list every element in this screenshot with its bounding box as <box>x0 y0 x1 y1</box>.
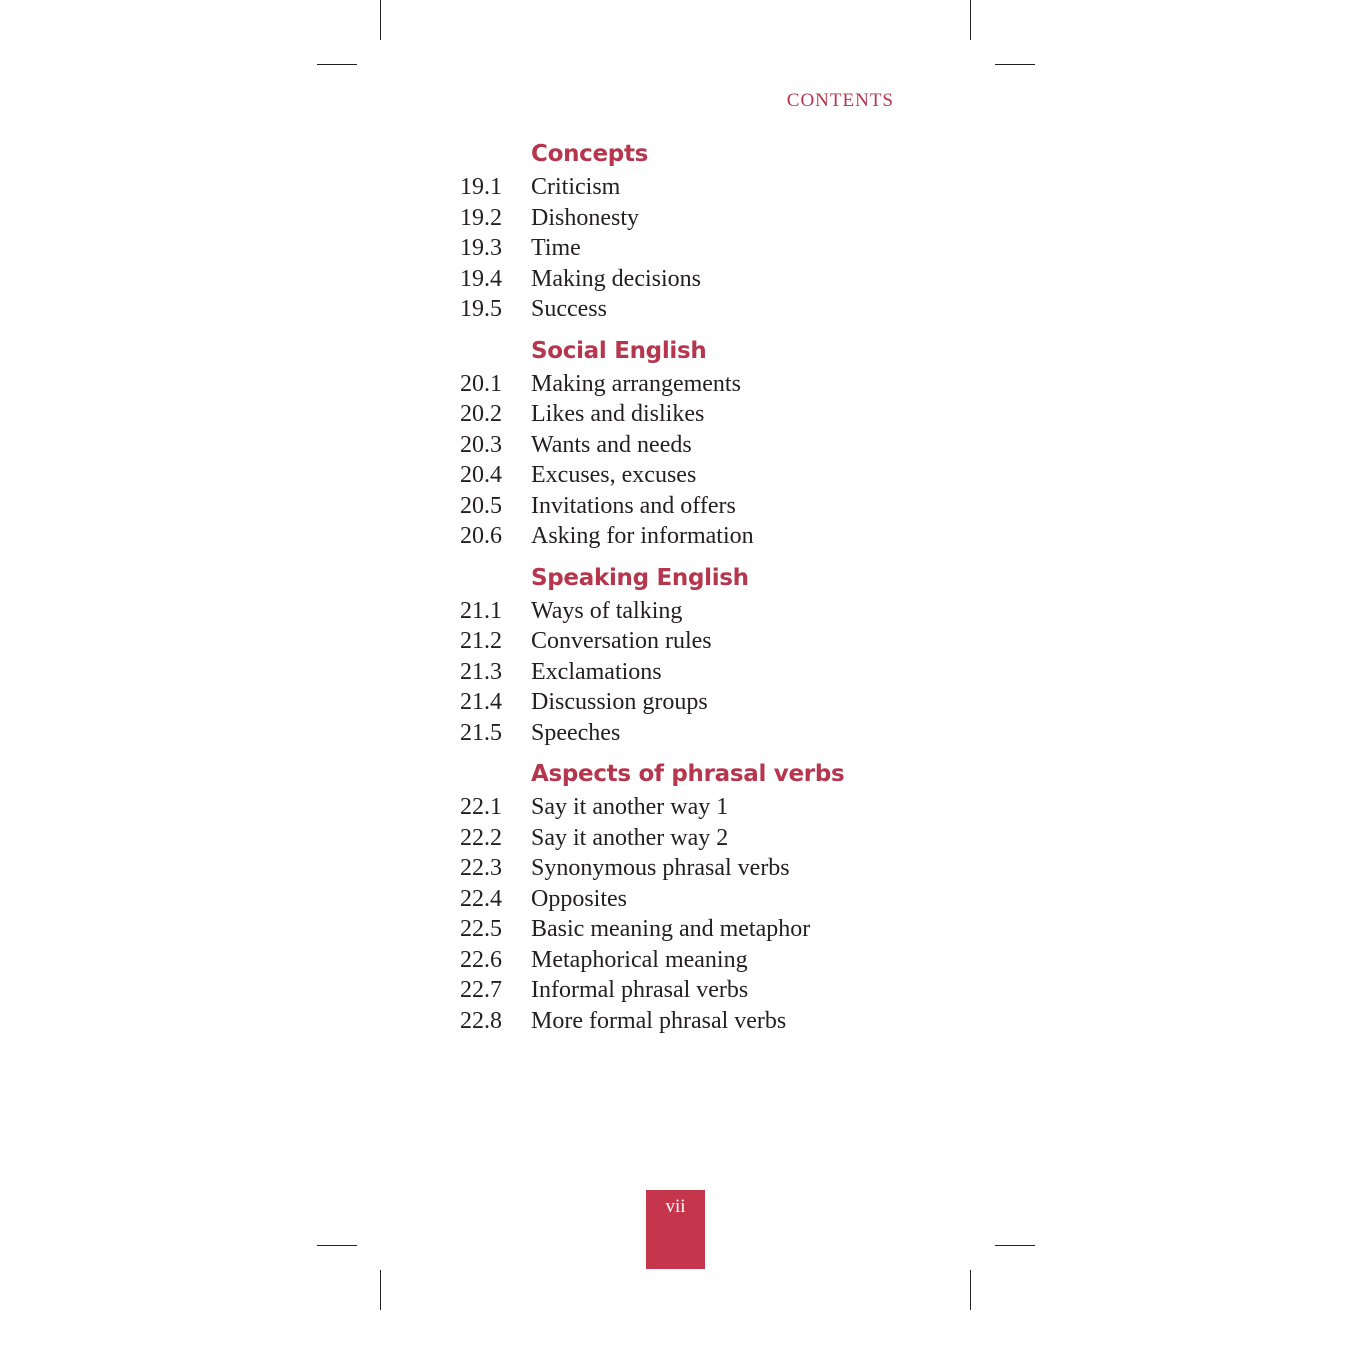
crop-mark-bottom-left-vertical <box>380 1270 381 1310</box>
entry-number: 20.6 <box>460 523 502 549</box>
toc-entry <box>460 657 940 688</box>
toc-entry <box>460 491 940 522</box>
toc-section <box>460 333 940 552</box>
entry-title: Success <box>531 296 607 322</box>
running-head: CONTENTS <box>786 90 894 111</box>
entry-number: 19.4 <box>460 265 502 292</box>
entry-title: Exclamations <box>531 658 662 685</box>
entry-number: 22.8 <box>460 1007 502 1034</box>
crop-mark-top-left-vertical <box>380 0 381 40</box>
toc-entry <box>460 626 940 657</box>
toc-entry <box>460 687 940 718</box>
entry-number: 22.5 <box>460 916 502 942</box>
entry-number: 20.5 <box>460 492 502 519</box>
entry-title: Asking for information <box>531 523 754 549</box>
entry-title: Say it another way 1 <box>531 794 729 820</box>
toc-entry <box>460 945 940 976</box>
toc-entry <box>460 430 940 461</box>
toc-entry <box>460 718 940 749</box>
entry-title: Invitations and offers <box>531 492 736 519</box>
page-number: vii <box>646 1190 705 1269</box>
crop-mark-bottom-left-horizontal <box>317 1245 357 1246</box>
entry-title: Criticism <box>531 174 621 200</box>
toc-entry <box>460 853 940 884</box>
entry-number: 19.5 <box>460 296 502 322</box>
toc-entry <box>460 884 940 915</box>
crop-mark-bottom-right-horizontal <box>995 1245 1035 1246</box>
crop-mark-top-left-horizontal <box>317 64 357 65</box>
entry-number: 20.2 <box>460 401 502 427</box>
entry-title: Say it another way 2 <box>531 824 729 851</box>
toc-section <box>460 756 940 1036</box>
entry-title: Dishonesty <box>531 204 639 231</box>
toc-entry <box>460 294 940 325</box>
entry-number: 19.3 <box>460 235 502 261</box>
entry-number: 22.6 <box>460 946 502 973</box>
entry-title: Opposites <box>531 885 627 912</box>
crop-mark-top-right-horizontal <box>995 64 1035 65</box>
entry-title: Excuses, excuses <box>531 462 697 488</box>
entry-title: Metaphorical meaning <box>531 946 748 973</box>
entry-title: Wants and needs <box>531 431 692 458</box>
entry-title: Making decisions <box>531 265 701 292</box>
entry-number: 22.3 <box>460 855 502 881</box>
entry-title: Making arrangements <box>531 370 741 397</box>
entry-title: Conversation rules <box>531 628 712 654</box>
toc-entry <box>460 792 940 823</box>
entry-title: Synonymous phrasal verbs <box>531 855 790 881</box>
toc-entry <box>460 172 940 203</box>
toc-entry <box>460 203 940 234</box>
entry-title: Discussion groups <box>531 689 708 715</box>
entry-number: 21.2 <box>460 628 502 654</box>
toc-entry <box>460 914 940 945</box>
entry-number: 20.3 <box>460 431 502 458</box>
entry-number: 21.3 <box>460 658 502 685</box>
entry-number: 22.1 <box>460 794 502 820</box>
toc-section <box>460 560 940 749</box>
entry-title: Informal phrasal verbs <box>531 977 749 1003</box>
crop-mark-top-right-vertical <box>970 0 971 40</box>
toc-entry <box>460 399 940 430</box>
entry-number: 21.1 <box>460 597 502 624</box>
entry-number: 19.2 <box>460 204 502 231</box>
entry-number: 21.5 <box>460 719 502 746</box>
entry-number: 20.1 <box>460 370 502 397</box>
toc-section <box>460 136 940 325</box>
entry-number: 20.4 <box>460 462 502 488</box>
entry-number: 21.4 <box>460 689 502 715</box>
section-heading: Aspects of phrasal verbs <box>531 761 845 787</box>
toc-entry <box>460 975 940 1006</box>
toc-entry <box>460 823 940 854</box>
entry-title: Ways of talking <box>531 597 683 624</box>
table-of-contents <box>460 136 940 1036</box>
entry-number: 22.7 <box>460 977 502 1003</box>
entry-number: 22.2 <box>460 824 502 851</box>
toc-entry <box>460 521 940 552</box>
toc-entry <box>460 596 940 627</box>
toc-entry <box>460 264 940 295</box>
toc-entry <box>460 1006 940 1037</box>
section-heading: Speaking English <box>531 564 749 591</box>
toc-entry <box>460 233 940 264</box>
entry-title: Speeches <box>531 719 621 746</box>
crop-mark-bottom-right-vertical <box>970 1270 971 1310</box>
entry-title: More formal phrasal verbs <box>531 1007 787 1034</box>
section-heading: Social English <box>531 337 707 364</box>
toc-entry <box>460 460 940 491</box>
entry-number: 19.1 <box>460 174 502 200</box>
entry-title: Time <box>531 235 581 261</box>
toc-entry <box>460 369 940 400</box>
entry-number: 22.4 <box>460 885 502 912</box>
section-heading: Concepts <box>531 141 649 167</box>
entry-title: Likes and dislikes <box>531 401 705 427</box>
entry-title: Basic meaning and metaphor <box>531 916 811 942</box>
